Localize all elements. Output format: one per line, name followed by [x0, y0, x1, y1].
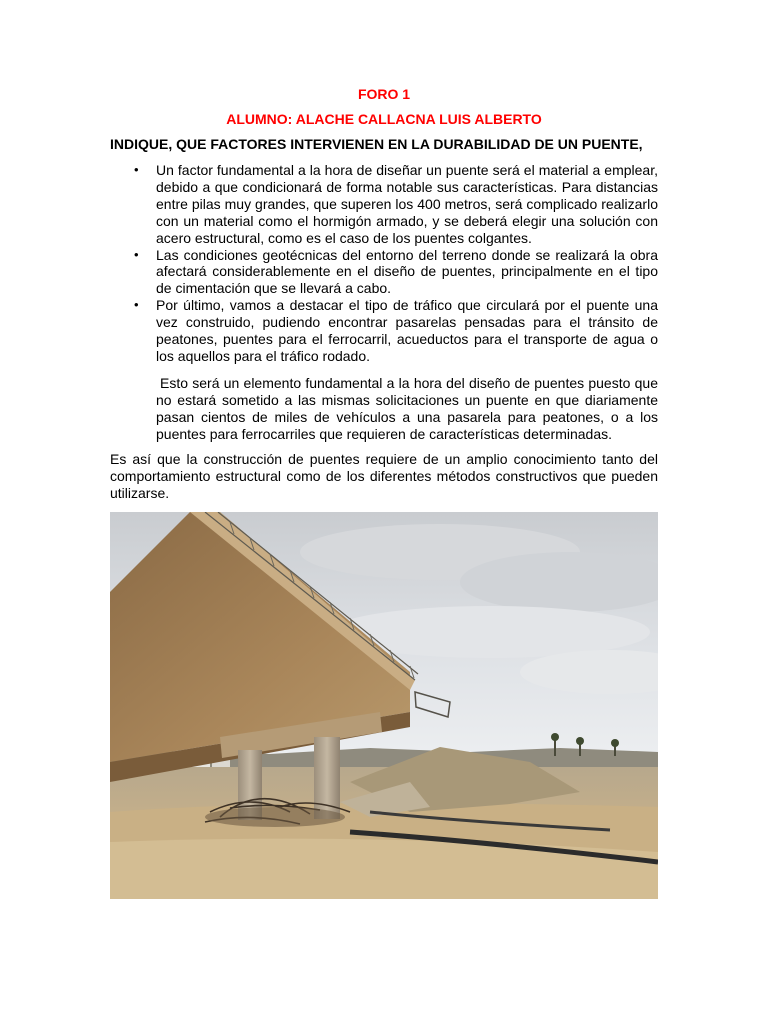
collapsed-bridge-photo	[110, 512, 658, 899]
bullet-icon: •	[134, 162, 139, 177]
bridge-illustration	[110, 512, 658, 899]
bullet-icon: •	[134, 297, 139, 313]
traffic-paragraph: Esto será un elemento fundamental a la hora del diseño de puentes puesto que no estará sometido a las mismas solicitaciones un puente en que diariamente pasan cientos de miles de vehículos a una pasarela para peatones, o a los puentes para ferrocarriles que requieren de características determinadas.	[156, 375, 658, 442]
list-item	[110, 297, 658, 365]
list-item-text: Un factor fundamental a la hora de diseñar un puente será el material a emplear, debido a que condicionará de forma notable sus características. Para distancias entre pilas muy grandes, que superen los 400 metros, será complicado realizarlo con un material como el hormigón armado, y se deberá elegir una solución con acero estructural, como es el caso de los puentes colgantes.	[156, 162, 658, 246]
list-item	[110, 162, 658, 247]
conclusion-paragraph: Es así que la construcción de puentes requiere de un amplio conocimiento tanto del comportamiento estructural como de los diferentes métodos constructivos que pueden utilizarse.	[110, 451, 658, 501]
bullet-icon: •	[134, 246, 139, 262]
question-heading: INDIQUE, QUE FACTORES INTERVIENEN EN LA DURABILIDAD DE UN PUENTE,	[110, 136, 643, 152]
list-item-text: Las condiciones geotécnicas del entorno del terreno donde se realizará la obra afectará considerablemente en el diseño de puentes, principalmente en el tipo de cimentación que se llevará a cabo.	[156, 246, 658, 297]
list-item-text: Por último, vamos a destacar el tipo de tráfico que circulará por el puente una vez construido, pudiendo encontrar pasarelas pensadas para el tránsito de peatones, puentes para el ferrocarril, acueductos para el transporte de agua o los aquellos para el tráfico rodado.	[156, 297, 658, 364]
student-name: ALUMNO: ALACHE CALLACNA LUIS ALBERTO	[226, 111, 542, 127]
list-item	[110, 247, 658, 298]
factor-list	[110, 162, 658, 365]
document-title: FORO 1	[357, 86, 411, 102]
